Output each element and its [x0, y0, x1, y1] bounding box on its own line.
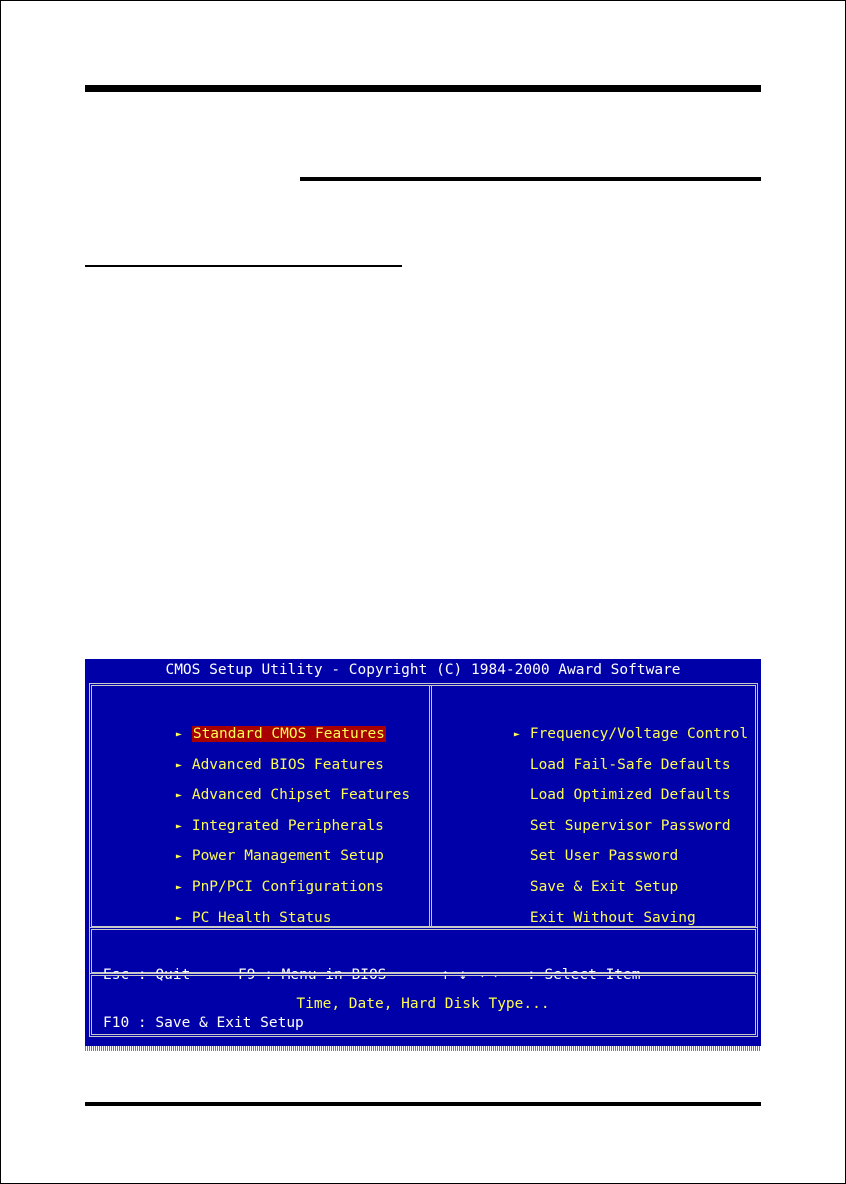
submenu-arrow-icon: ►: [175, 881, 182, 893]
item-help-text: Time, Date, Hard Disk Type...: [296, 996, 550, 1012]
menu-item-power-management-setup[interactable]: ► Power Management Setup: [106, 826, 410, 857]
submenu-arrow-icon: ►: [513, 729, 520, 740]
bios-setup-screen: [85, 659, 761, 1046]
bios-title: CMOS Setup Utility - Copyright (C) 1984-2000 Award Software: [85, 659, 761, 681]
screenshot-shadow: [85, 1046, 761, 1051]
submenu-arrow-icon: ►: [175, 820, 182, 832]
menu-item-integrated-peripherals[interactable]: ► Integrated Peripherals: [106, 796, 410, 827]
menu-item-load-fail-safe-defaults[interactable]: Load Fail-Safe Defaults: [529, 756, 731, 773]
header-rule: [85, 85, 761, 92]
arrow-keys-icon: ↑ ↓ → ←: [441, 967, 503, 983]
submenu-arrow-icon: ►: [175, 729, 182, 740]
menu-item-advanced-chipset-features[interactable]: ► Advanced Chipset Features: [106, 765, 410, 796]
submenu-arrow-icon: ►: [175, 912, 182, 924]
key-f10-save-exit: F10 : Save & Exit Setup: [103, 1015, 304, 1031]
key-f9-menu: F9 : Menu in BIOS: [238, 967, 387, 983]
left-menu: [106, 704, 411, 926]
menu-item-pnp-pci-configurations[interactable]: ► PnP/PCI Configurations: [106, 857, 410, 888]
menu-item-advanced-bios-features[interactable]: ► Advanced BIOS Features: [106, 735, 410, 766]
main-menu-panel: [91, 685, 756, 927]
menu-item-standard-cmos-features[interactable]: ► Standard CMOS Features: [106, 704, 410, 735]
menu-divider: [429, 686, 432, 926]
menu-item-save-exit-setup[interactable]: Save & Exit Setup: [529, 878, 679, 895]
submenu-arrow-icon: ►: [175, 790, 182, 802]
menu-item-frequency-voltage-control[interactable]: ► Frequency/Voltage Control: [444, 704, 748, 735]
key-help-panel: [91, 929, 756, 973]
menu-item-pc-health-status[interactable]: ► PC Health Status: [106, 888, 410, 919]
menu-item-set-supervisor-password[interactable]: Set Supervisor Password: [529, 817, 731, 834]
menu-item-exit-without-saving[interactable]: Exit Without Saving: [529, 909, 696, 926]
subheader-rule: [300, 177, 761, 181]
submenu-arrow-icon: ►: [175, 759, 182, 771]
menu-item-load-optimized-defaults[interactable]: Load Optimized Defaults: [529, 787, 731, 804]
key-esc-quit: Esc : Quit: [103, 967, 191, 983]
footer-rule: [85, 1102, 761, 1106]
section-heading-underline: [85, 265, 402, 267]
menu-item-set-user-password[interactable]: Set User Password: [529, 848, 679, 865]
key-select-item: : Select Item: [527, 967, 641, 983]
right-menu: [444, 704, 749, 926]
submenu-arrow-icon: ►: [175, 851, 182, 863]
